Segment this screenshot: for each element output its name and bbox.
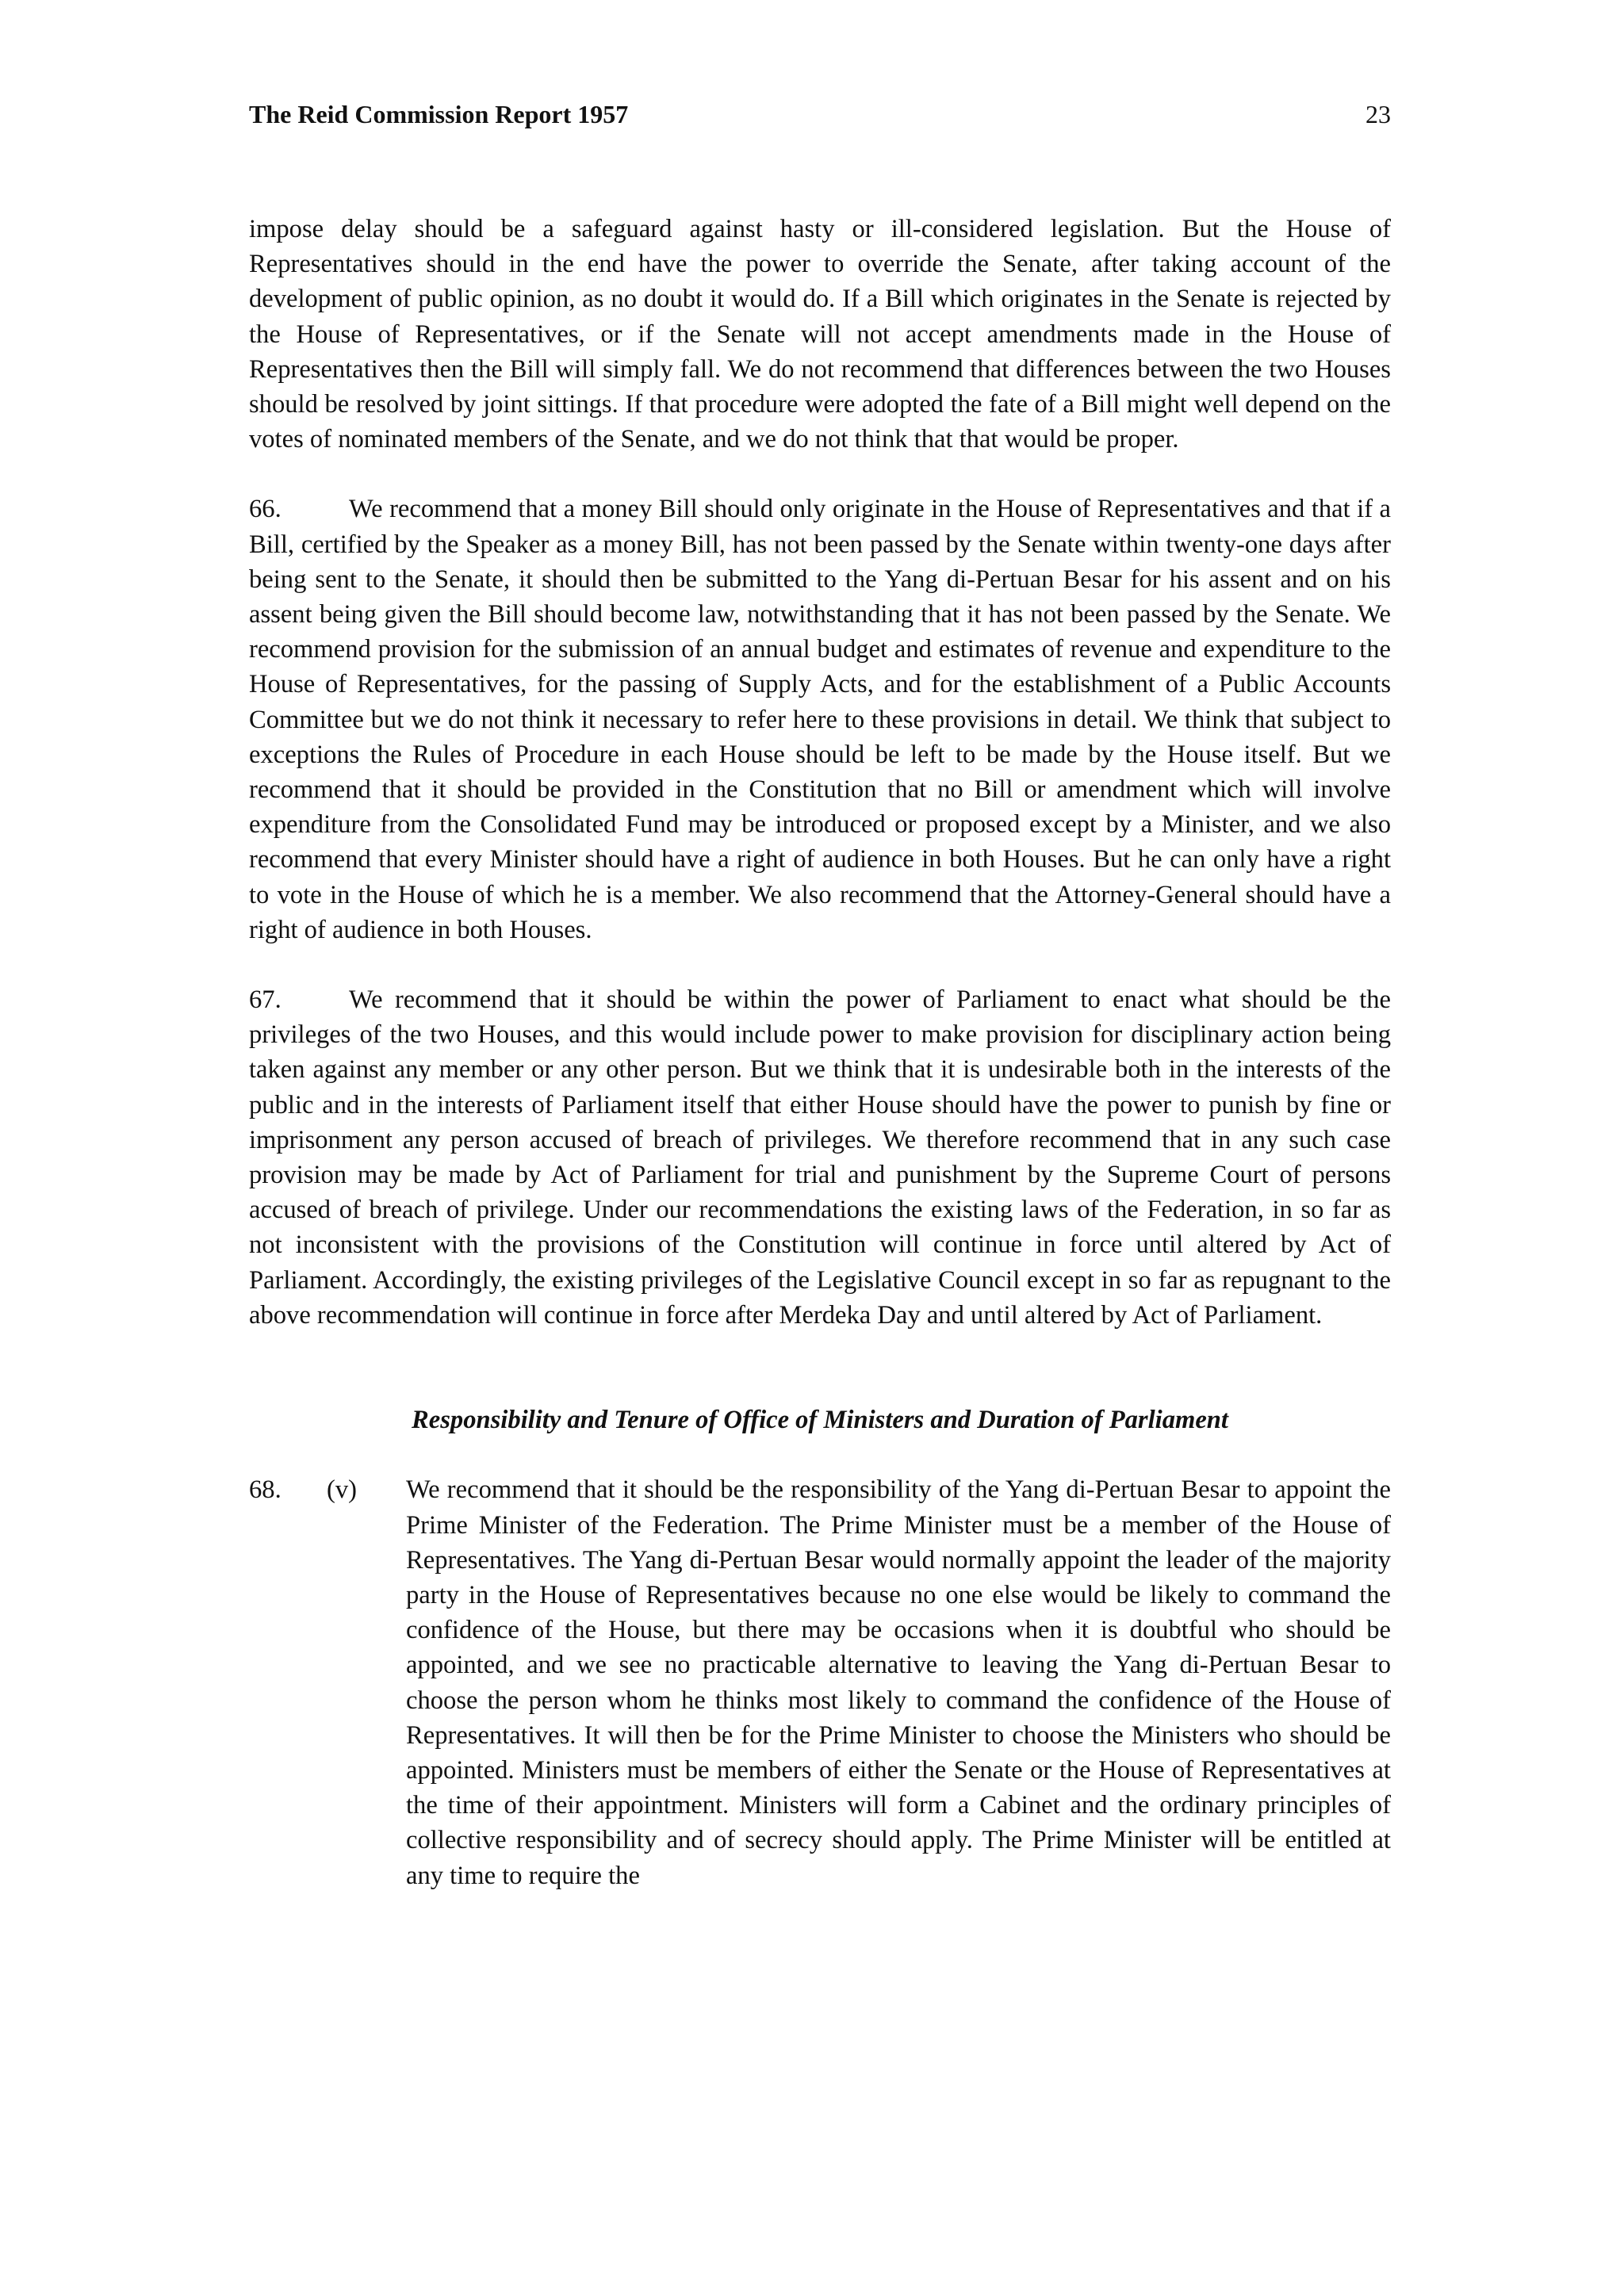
paragraph-continuation: impose delay should be a safeguard against hasty or ill-considered legislation. But the House of Representatives should in the end have the power to override the Senate, after taking account of the development of public opinion, as no doubt it would do. If a Bill which originates in the Senate is rejected by the House of Representatives, or if the Senate will not accept amendments made in the House of Representatives then the Bill will simply fall. We do not recommend that differences between the two Houses should be resolved by joint sittings. If that procedure were adopted the fate of a Bill might well depend on the votes of nominated members of the Senate, and we do not think that that would be proper. bbox=[249, 215, 1391, 454]
paragraph-text: We recommend that it should be the responsibility of the Yang di-Pertuan Besar to appoint the Prime Minister of the Federation. The Prime Minister must be a member of the House of Representatives. The Yang di-Pertuan Besar would normally appoint the leader of the majority party in the House of Representatives because no one else would be likely to command the confidence of the House, but there may be occasions when it is doubtful who should be appointed, and we see no practicable alternative to leaving the Yang di-Pertuan Besar to choose the person whom he thinks most likely to command the confidence of the House of Representatives. It will then be for the Prime Minister to choose the Ministers who should be appointed. Ministers must be members of either the Senate or the House of Representatives at the time of their appointment. Ministers will form a Cabinet and the ordinary principles of collective responsibility and of secrecy should apply. The Prime Minister will be entitled at any time to require the bbox=[406, 1475, 1391, 1890]
section-heading: Responsibility and Tenure of Office of Ministers and Duration of Parliament bbox=[412, 1406, 1228, 1435]
paragraph-number: 68. bbox=[249, 1475, 282, 1505]
paragraph-text: We recommend that it should be within the power of Parliament to enact what should be the privileges of the two Houses, and this would include power to make provision for disciplinary action being taken against any member or any other person. But we think that it is undesirable both in the interests of the public and in the interests of Parliament itself that either House should have the power to punish by fine or imprisonment any person accused of breach of privileges. We therefore recommend that in any such case provision may be made by Act of Parliament for trial and punishment by the Supreme Court of persons accused of breach of privilege. Under our recommendations the existing laws of the Federation, in so far as not inconsistent with the provisions of the Constitution will continue in force until altered by Act of Parliament. Accordingly, the existing privileges of the Legislative Council except in so far as repugnant to the above recommendation will continue in force after Merdeka Day and until altered by Act of Parliament. bbox=[249, 985, 1391, 1330]
paragraph-66 bbox=[249, 492, 1391, 947]
page-number: 23 bbox=[1365, 100, 1391, 128]
paragraph-68 bbox=[249, 1472, 1391, 1892]
sub-item-number: (v) bbox=[327, 1475, 357, 1505]
paragraph-number: 66. bbox=[249, 495, 282, 524]
document-body bbox=[249, 212, 1391, 1893]
report-title: The Reid Commission Report 1957 bbox=[249, 100, 629, 128]
paragraph-number: 67. bbox=[249, 985, 282, 1015]
page-header bbox=[249, 95, 1391, 133]
paragraph-text: We recommend that a money Bill should only originate in the House of Representatives and that if a Bill, certified by the Speaker as a money Bill, has not been passed by the Senate within twenty-one days after being sent to the Senate, it should then be submitted to the Yang di-Pertuan Besar for his assent and on his assent being given the Bill should become law, notwithstanding that it has not been passed by the Senate. We recommend provision for the submission of an annual budget and estimates of revenue and expenditure to the House of Representatives, for the passing of Supply Acts, and for the establishment of a Public Accounts Committee but we do not think it necessary to refer here to these provisions in detail. We think that subject to exceptions the Rules of Procedure in each House should be left to be made by the House itself. But we recommend that it should be provided in the Constitution that no Bill or amendment which will involve expenditure from the Consolidated Fund may be introduced or proposed except by a Minister, and we also recommend that every Minister should have a right of audience in both Houses. But he can only have a right to vote in the House of which he is a member. We also recommend that the Attorney-General should have a right of audience in both Houses. bbox=[249, 495, 1391, 944]
paragraph-67 bbox=[249, 982, 1391, 1333]
